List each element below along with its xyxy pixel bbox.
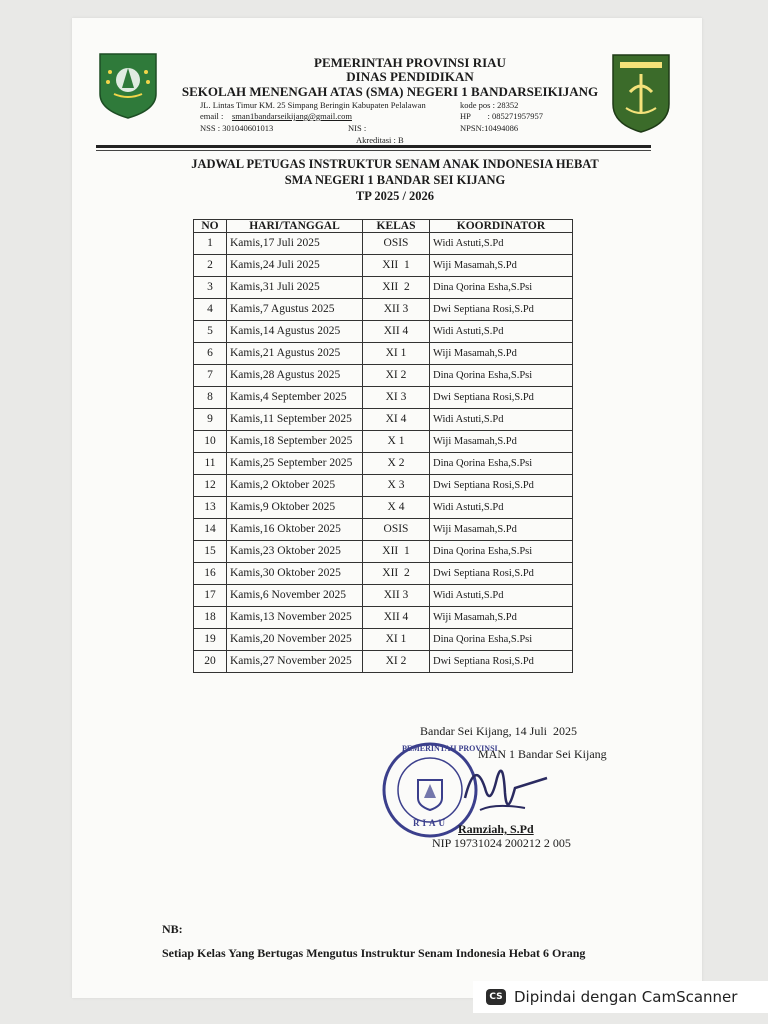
row-date: Kamis,17 Juli 2025 xyxy=(227,233,363,255)
row-date: Kamis,7 Agustus 2025 xyxy=(227,299,363,321)
signature-position: MAN 1 Bandar Sei Kijang xyxy=(478,747,607,761)
row-coordinator: Dina Qorina Esha,S.Psi xyxy=(430,541,573,563)
row-class: XI 1 xyxy=(363,629,430,651)
document-school-year: TP 2025 / 2026 xyxy=(355,189,435,203)
row-class: XI 2 xyxy=(363,651,430,673)
header-rule-thick xyxy=(96,145,651,148)
column-header-class: KELAS xyxy=(363,220,430,233)
row-number: 7 xyxy=(194,365,227,387)
header-nss: NSS : 301040601013 xyxy=(200,123,274,133)
row-date: Kamis,25 September 2025 xyxy=(227,453,363,475)
row-date: Kamis,9 Oktober 2025 xyxy=(227,497,363,519)
row-coordinator: Wiji Masamah,S.Pd xyxy=(430,431,573,453)
row-number: 13 xyxy=(194,497,227,519)
table-row xyxy=(194,651,573,673)
row-class: XI 2 xyxy=(363,365,430,387)
row-coordinator: Widi Astuti,S.Pd xyxy=(430,585,573,607)
row-class: XI 3 xyxy=(363,387,430,409)
table-row xyxy=(194,607,573,629)
row-number: 5 xyxy=(194,321,227,343)
row-class: OSIS xyxy=(363,233,430,255)
header-address: JL. Lintas Timur KM. 25 Simpang Beringin Kabupaten Pelalawan xyxy=(200,100,426,110)
row-number: 1 xyxy=(194,233,227,255)
row-coordinator: Dina Qorina Esha,S.Psi xyxy=(430,277,573,299)
header-hp: HP : 085271957957 xyxy=(460,111,544,121)
note-label: NB: xyxy=(162,922,183,936)
row-date: Kamis,20 November 2025 xyxy=(227,629,363,651)
table-row xyxy=(194,343,573,365)
row-coordinator: Dwi Septiana Rosi,S.Pd xyxy=(430,475,573,497)
row-coordinator: Dina Qorina Esha,S.Psi xyxy=(430,453,573,475)
row-class: X 3 xyxy=(363,475,430,497)
row-date: Kamis,28 Agustus 2025 xyxy=(227,365,363,387)
row-class: XII 1 xyxy=(363,541,430,563)
camscanner-label: Dipindai dengan CamScanner xyxy=(514,988,738,1006)
row-class: XII 1 xyxy=(363,255,430,277)
row-coordinator: Dina Qorina Esha,S.Psi xyxy=(430,629,573,651)
row-number: 11 xyxy=(194,453,227,475)
header-government: PEMERINTAH PROVINSI RIAU xyxy=(314,55,506,70)
riau-emblem-icon xyxy=(96,50,160,120)
row-number: 8 xyxy=(194,387,227,409)
document-title: JADWAL PETUGAS INSTRUKTUR SENAM ANAK INDONESIA HEBAT xyxy=(191,157,599,171)
row-date: Kamis,14 Agustus 2025 xyxy=(227,321,363,343)
row-class: X 4 xyxy=(363,497,430,519)
signature-place-date: Bandar Sei Kijang, 14 Juli 2025 xyxy=(420,724,577,738)
table-row xyxy=(194,431,573,453)
row-class: XII 4 xyxy=(363,321,430,343)
row-date: Kamis,16 Oktober 2025 xyxy=(227,519,363,541)
row-class: X 1 xyxy=(363,431,430,453)
header-rule-thin xyxy=(96,150,651,151)
row-number: 16 xyxy=(194,563,227,585)
row-coordinator: Dwi Septiana Rosi,S.Pd xyxy=(430,563,573,585)
camscanner-logo-icon: CS xyxy=(486,989,506,1005)
row-number: 18 xyxy=(194,607,227,629)
row-number: 3 xyxy=(194,277,227,299)
table-row xyxy=(194,233,573,255)
table-row xyxy=(194,541,573,563)
row-number: 2 xyxy=(194,255,227,277)
row-coordinator: Widi Astuti,S.Pd xyxy=(430,233,573,255)
row-coordinator: Widi Astuti,S.Pd xyxy=(430,321,573,343)
header-nis: NIS : xyxy=(348,123,367,133)
row-coordinator: Wiji Masamah,S.Pd xyxy=(430,519,573,541)
row-coordinator: Wiji Masamah,S.Pd xyxy=(430,343,573,365)
row-number: 9 xyxy=(194,409,227,431)
row-date: Kamis,18 September 2025 xyxy=(227,431,363,453)
row-date: Kamis,27 November 2025 xyxy=(227,651,363,673)
signatory-nip: NIP 19731024 200212 2 005 xyxy=(432,836,571,850)
table-row xyxy=(194,255,573,277)
row-class: OSIS xyxy=(363,519,430,541)
table-row xyxy=(194,585,573,607)
table-header-row xyxy=(194,220,573,233)
row-coordinator: Dina Qorina Esha,S.Psi xyxy=(430,365,573,387)
table-row xyxy=(194,409,573,431)
row-coordinator: Dwi Septiana Rosi,S.Pd xyxy=(430,651,573,673)
table-row xyxy=(194,321,573,343)
schedule-table-body xyxy=(194,233,573,673)
header-email-label: email : xyxy=(200,111,224,121)
row-date: Kamis,2 Oktober 2025 xyxy=(227,475,363,497)
column-header-date: HARI/TANGGAL xyxy=(227,220,363,233)
stamp-text-top: PEMERINTAH PROVINSI xyxy=(402,744,498,753)
table-row xyxy=(194,453,573,475)
row-number: 15 xyxy=(194,541,227,563)
row-coordinator: Dwi Septiana Rosi,S.Pd xyxy=(430,299,573,321)
table-row xyxy=(194,387,573,409)
column-header-coordinator: KOORDINATOR xyxy=(430,220,573,233)
row-class: XI 4 xyxy=(363,409,430,431)
table-row xyxy=(194,277,573,299)
table-row xyxy=(194,629,573,651)
row-class: XI 1 xyxy=(363,343,430,365)
row-number: 20 xyxy=(194,651,227,673)
row-date: Kamis,24 Juli 2025 xyxy=(227,255,363,277)
row-date: Kamis,11 September 2025 xyxy=(227,409,363,431)
table-row xyxy=(194,365,573,387)
handwritten-signature-icon xyxy=(455,748,555,828)
header-akreditasi: Akreditasi : B xyxy=(356,135,404,145)
row-number: 4 xyxy=(194,299,227,321)
note-text: Setiap Kelas Yang Bertugas Mengutus Instruktur Senam Indonesia Hebat 6 Orang xyxy=(162,946,586,960)
table-row xyxy=(194,475,573,497)
header-school-name: SEKOLAH MENENGAH ATAS (SMA) NEGERI 1 BANDARSEIKIJANG xyxy=(181,84,599,99)
row-number: 10 xyxy=(194,431,227,453)
row-class: XII 2 xyxy=(363,563,430,585)
document-subtitle: SMA NEGERI 1 BANDAR SEI KIJANG xyxy=(284,173,506,187)
table-row xyxy=(194,519,573,541)
row-class: XII 3 xyxy=(363,299,430,321)
row-number: 6 xyxy=(194,343,227,365)
row-coordinator: Dwi Septiana Rosi,S.Pd xyxy=(430,387,573,409)
row-coordinator: Wiji Masamah,S.Pd xyxy=(430,255,573,277)
row-coordinator: Widi Astuti,S.Pd xyxy=(430,497,573,519)
row-date: Kamis,4 September 2025 xyxy=(227,387,363,409)
row-date: Kamis,21 Agustus 2025 xyxy=(227,343,363,365)
column-header-no: NO xyxy=(194,220,227,233)
table-row xyxy=(194,299,573,321)
row-coordinator: Widi Astuti,S.Pd xyxy=(430,409,573,431)
row-date: Kamis,6 November 2025 xyxy=(227,585,363,607)
row-class: XII 4 xyxy=(363,607,430,629)
row-number: 19 xyxy=(194,629,227,651)
row-date: Kamis,13 November 2025 xyxy=(227,607,363,629)
row-date: Kamis,23 Oktober 2025 xyxy=(227,541,363,563)
stamp-text-bottom: RIAU xyxy=(413,818,449,828)
row-class: XII 3 xyxy=(363,585,430,607)
camscanner-badge xyxy=(473,981,768,1013)
table-row xyxy=(194,497,573,519)
header-kode-pos: kode pos : 28352 xyxy=(460,100,519,110)
row-number: 14 xyxy=(194,519,227,541)
row-date: Kamis,30 Oktober 2025 xyxy=(227,563,363,585)
row-number: 17 xyxy=(194,585,227,607)
row-class: X 2 xyxy=(363,453,430,475)
row-date: Kamis,31 Juli 2025 xyxy=(227,277,363,299)
header-npsn: NPSN:10494086 xyxy=(460,123,519,133)
signatory-name: Ramziah, S.Pd xyxy=(458,822,534,836)
row-coordinator: Wiji Masamah,S.Pd xyxy=(430,607,573,629)
row-number: 12 xyxy=(194,475,227,497)
header-email: sman1bandarseikijang@gmail.com xyxy=(232,111,352,121)
table-row xyxy=(194,563,573,585)
header-department: DINAS PENDIDIKAN xyxy=(346,69,474,84)
schedule-table xyxy=(193,219,573,673)
row-class: XII 2 xyxy=(363,277,430,299)
